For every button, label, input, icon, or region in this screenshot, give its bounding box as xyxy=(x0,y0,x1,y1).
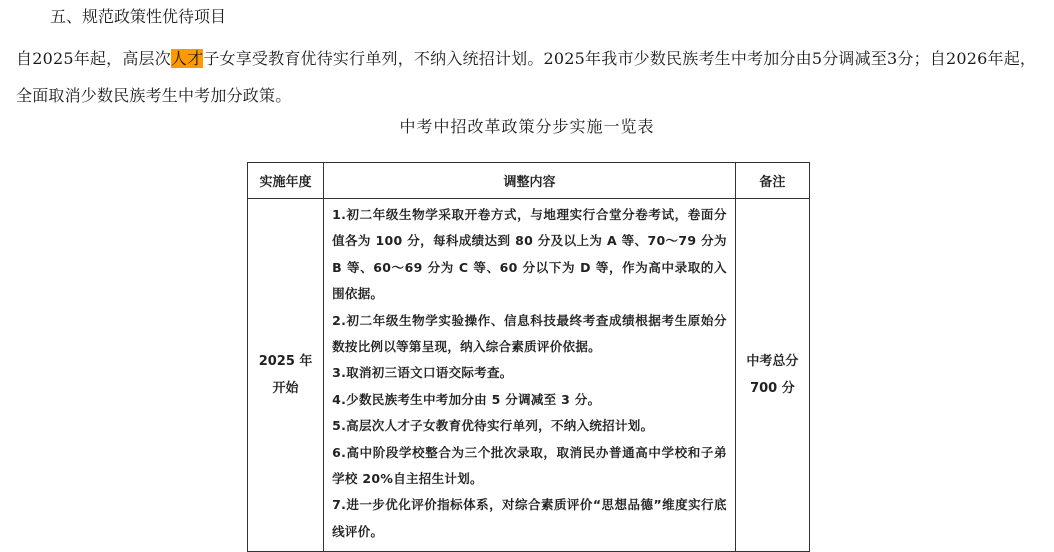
paragraph-text-start: 自2025年起，高层次 xyxy=(16,49,171,68)
note-value: 700 分 xyxy=(750,381,795,397)
content-item-6: 6.高中阶段学校整合为三个批次录取，取消民办普通高中学校和子弟学校 20%自主招生计划。 xyxy=(332,444,727,487)
year-label: 2025 年 xyxy=(258,354,313,370)
content-item-7: 7.进一步优化评价指标体系，对综合素质评价“思想品德”维度实行底线评价。 xyxy=(332,497,727,539)
year-label-start: 开始 xyxy=(272,381,299,397)
policy-table xyxy=(247,162,810,552)
year-cell xyxy=(248,199,324,552)
policy-paragraph xyxy=(16,40,1046,114)
table-header-row xyxy=(248,163,810,199)
paragraph-text-end: 子女享受教育优待实行单列，不纳入统招计划。2025年我市少数民族考生中考加分由5分调减至3分；自2026年起，全面取消少数民族考生中考加分政策。 xyxy=(16,49,1037,105)
content-item-4: 4.少数民族考生中考加分由 5 分调减至 3 分。 xyxy=(332,391,601,407)
header-year: 实施年度 xyxy=(248,163,324,199)
header-note: 备注 xyxy=(735,163,809,199)
content-cell xyxy=(324,199,736,552)
table-row xyxy=(248,199,810,552)
header-content: 调整内容 xyxy=(324,163,736,199)
section-heading: 五、规范政策性优待项目 xyxy=(50,7,227,26)
content-item-3: 3.取消初三语文口语交际考查。 xyxy=(332,365,513,381)
content-item-2: 2.初二年级生物学实验操作、信息科技最终考查成绩根据考生原始分数按比例以等第呈现，纳入综合素质评价依据。 xyxy=(332,312,727,355)
content-item-5: 5.高层次人才子女教育优待实行单列，不纳入统招计划。 xyxy=(332,418,654,434)
table-title: 中考中招改革政策分步实施一览表 xyxy=(399,117,655,136)
highlighted-term: 人才 xyxy=(170,49,204,68)
content-item-1: 1.初二年级生物学采取开卷方式，与地理实行合堂分卷考试，卷面分值各为 100 分，每科成绩达到 80 分及以上为 A 等、70～79 分为 B 等、60～69 分为 C 等、60 分以下为 D 等，作为高中录取的入围依据。 xyxy=(332,207,727,302)
note-label: 中考总分 xyxy=(746,354,799,370)
note-cell xyxy=(735,199,809,552)
